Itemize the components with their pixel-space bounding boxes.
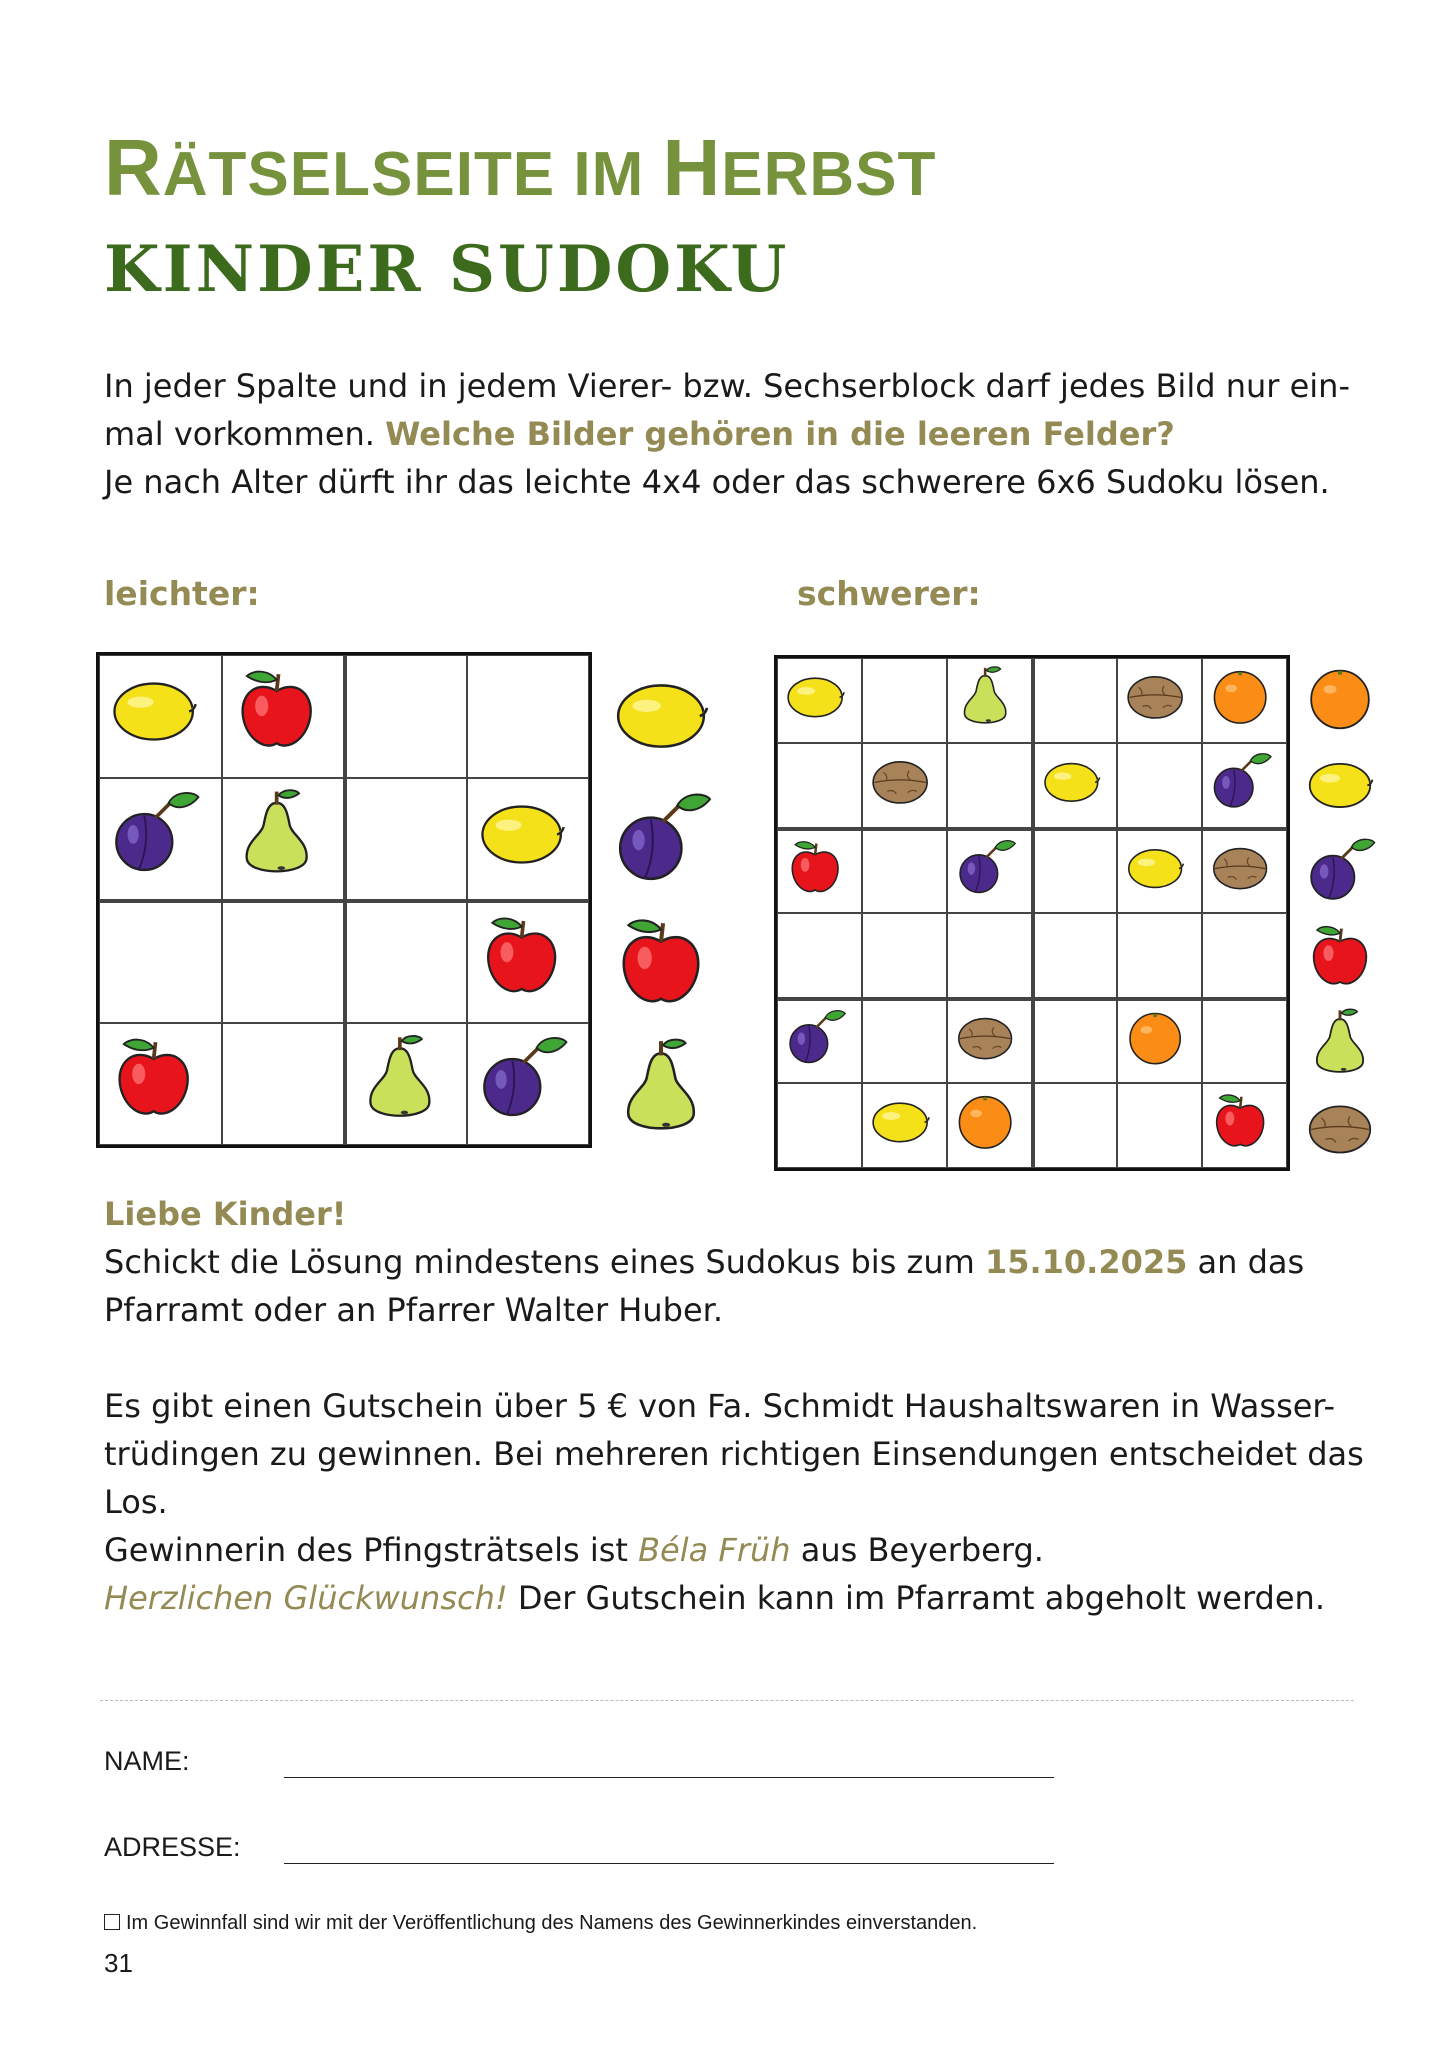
- message-line-7-end: Der Gutschein kann im Pfarramt abgeholt werden.: [507, 1579, 1325, 1617]
- apple-icon: [230, 663, 336, 769]
- lemon-icon: [475, 786, 581, 892]
- cell-walnut: [947, 998, 1032, 1083]
- plum-icon: [783, 1006, 856, 1077]
- message-line-5: Los.: [104, 1483, 168, 1521]
- empty-cell[interactable]: [777, 1083, 862, 1168]
- empty-cell[interactable]: [947, 913, 1032, 998]
- cell-plum: [99, 778, 222, 901]
- intro-line-2-text: mal vorkommen.: [104, 415, 386, 453]
- cell-pear: [222, 778, 345, 901]
- easy-label: leichter:: [104, 574, 260, 613]
- cell-walnut: [862, 743, 947, 828]
- intro-text: [104, 362, 1350, 506]
- cell-walnut: [1202, 828, 1287, 913]
- plum-icon: [953, 836, 1026, 907]
- title-part: H: [662, 123, 722, 212]
- pear-icon: [354, 1031, 458, 1137]
- apple-icon: [1298, 913, 1382, 999]
- title-part: ERBST: [721, 140, 937, 209]
- name-field[interactable]: [284, 1777, 1054, 1778]
- cell-plum: [777, 998, 862, 1083]
- deadline-date: 15.10.2025: [984, 1243, 1188, 1281]
- message-block: [104, 1190, 1364, 1622]
- empty-cell[interactable]: [947, 743, 1032, 828]
- cell-orange: [947, 1083, 1032, 1168]
- empty-cell[interactable]: [467, 655, 590, 778]
- intro-line-2: [104, 410, 1350, 458]
- empty-cell[interactable]: [1032, 998, 1117, 1083]
- empty-cell[interactable]: [1117, 913, 1202, 998]
- empty-cell[interactable]: [1202, 998, 1287, 1083]
- name-label: NAME:: [104, 1746, 190, 1776]
- cell-lemon: [1117, 828, 1202, 913]
- message-line-6-end: aus Beyerberg.: [790, 1531, 1044, 1569]
- apple-icon: [602, 900, 720, 1024]
- empty-cell[interactable]: [222, 1023, 345, 1146]
- pear-icon: [953, 664, 1026, 737]
- empty-cell[interactable]: [777, 913, 862, 998]
- cell-orange: [1202, 658, 1287, 743]
- empty-cell[interactable]: [1117, 743, 1202, 828]
- cell-pear: [947, 658, 1032, 743]
- easy-sudoku-grid: [96, 652, 592, 1148]
- walnut-icon: [1123, 664, 1196, 737]
- hard-legend: [1298, 655, 1382, 1171]
- apple-icon: [475, 910, 581, 1014]
- orange-icon: [1298, 655, 1382, 741]
- walnut-icon: [1208, 836, 1281, 907]
- plum-icon: [1208, 749, 1281, 822]
- page-subtitle: KINDER SUDOKU: [104, 232, 790, 307]
- greeting: Liebe Kinder!: [104, 1195, 347, 1233]
- lemon-icon: [107, 663, 213, 769]
- empty-cell[interactable]: [1032, 658, 1117, 743]
- cell-apple: [222, 655, 345, 778]
- easy-legend: [602, 652, 720, 1148]
- walnut-icon: [868, 749, 941, 822]
- orange-icon: [1123, 1006, 1196, 1077]
- hard-label: schwerer:: [797, 574, 981, 613]
- message-line-6: [104, 1526, 1364, 1574]
- winner-name: Béla Früh: [638, 1531, 791, 1569]
- cell-apple: [777, 828, 862, 913]
- cell-apple: [467, 900, 590, 1023]
- message-line-1-end: an das: [1187, 1243, 1305, 1281]
- empty-cell[interactable]: [1032, 913, 1117, 998]
- lemon-icon: [1040, 749, 1111, 822]
- empty-cell[interactable]: [344, 900, 467, 1023]
- empty-cell[interactable]: [99, 900, 222, 1023]
- lemon-icon: [783, 664, 856, 737]
- title-part: R: [104, 123, 163, 212]
- empty-cell[interactable]: [862, 658, 947, 743]
- cell-lemon: [777, 658, 862, 743]
- orange-icon: [1208, 664, 1281, 737]
- separator: [100, 1700, 1354, 1701]
- message-line-1: [104, 1238, 1364, 1286]
- lemon-icon: [868, 1089, 941, 1162]
- message-line-4: trüdingen zu gewinnen. Bei mehreren richtigen Einsendungen entscheidet das: [104, 1435, 1364, 1473]
- cell-apple: [1202, 1083, 1287, 1168]
- address-field[interactable]: [284, 1863, 1054, 1864]
- message-line-3: Es gibt einen Gutschein über 5 € von Fa. Schmidt Haushaltswaren in Wasser-: [104, 1387, 1336, 1425]
- cell-orange: [1117, 998, 1202, 1083]
- message-line-6-text: Gewinnerin des Pfingsträtsels ist: [104, 1531, 639, 1569]
- empty-cell[interactable]: [862, 828, 947, 913]
- empty-cell[interactable]: [222, 900, 345, 1023]
- walnut-icon: [1298, 1085, 1382, 1171]
- message-line-1-text: Schickt die Lösung mindestens eines Sudokus bis zum: [104, 1243, 985, 1281]
- lemon-icon: [1123, 836, 1196, 907]
- walnut-icon: [953, 1006, 1026, 1077]
- message-line-2: Pfarramt oder an Pfarrer Walter Huber.: [104, 1291, 724, 1329]
- empty-cell[interactable]: [862, 913, 947, 998]
- lemon-icon: [602, 652, 720, 776]
- cell-apple: [99, 1023, 222, 1146]
- empty-cell[interactable]: [777, 743, 862, 828]
- empty-cell[interactable]: [1202, 913, 1287, 998]
- intro-question: Welche Bilder gehören in die leeren Felder?: [385, 415, 1175, 453]
- cell-plum: [947, 828, 1032, 913]
- page-title: [104, 123, 937, 212]
- plum-icon: [602, 776, 720, 900]
- empty-cell[interactable]: [1117, 1083, 1202, 1168]
- message-line-7: [104, 1574, 1364, 1622]
- cell-lemon: [467, 778, 590, 901]
- orange-icon: [953, 1089, 1026, 1162]
- lemon-icon: [1298, 741, 1382, 827]
- empty-cell[interactable]: [1032, 1083, 1117, 1168]
- plum-icon: [107, 786, 213, 892]
- address-label: ADRESSE:: [104, 1832, 241, 1862]
- empty-cell[interactable]: [344, 778, 467, 901]
- intro-line-1: In jeder Spalte und in jedem Vierer- bzw. Sechserblock darf jedes Bild nur ein-: [104, 367, 1350, 405]
- consent-row: [104, 1912, 977, 1935]
- apple-icon: [783, 836, 856, 907]
- pear-icon: [602, 1024, 720, 1148]
- intro-line-3: Je nach Alter dürft ihr das leichte 4x4 oder das schwerere 6x6 Sudoku lösen.: [104, 463, 1330, 501]
- cell-plum: [467, 1023, 590, 1146]
- plum-icon: [1298, 827, 1382, 913]
- cell-lemon: [99, 655, 222, 778]
- pear-icon: [230, 786, 336, 892]
- page-number: 31: [104, 1948, 133, 1978]
- cell-pear: [344, 1023, 467, 1146]
- apple-icon: [1208, 1089, 1281, 1162]
- consent-checkbox[interactable]: [104, 1914, 120, 1930]
- hard-sudoku-grid: [774, 655, 1290, 1171]
- consent-text: Im Gewinnfall sind wir mit der Veröffentlichung des Namens des Gewinnerkindes einverstanden.: [126, 1912, 978, 1934]
- empty-cell[interactable]: [1032, 828, 1117, 913]
- congrats-text: Herzlichen Glückwunsch!: [104, 1579, 508, 1617]
- plum-icon: [475, 1031, 581, 1137]
- cell-walnut: [1117, 658, 1202, 743]
- apple-icon: [107, 1031, 213, 1137]
- cell-lemon: [862, 1083, 947, 1168]
- empty-cell[interactable]: [862, 998, 947, 1083]
- title-part: ÄTSELSEITE IM: [162, 140, 663, 209]
- empty-cell[interactable]: [344, 655, 467, 778]
- pear-icon: [1298, 999, 1382, 1085]
- cell-lemon: [1032, 743, 1117, 828]
- cell-plum: [1202, 743, 1287, 828]
